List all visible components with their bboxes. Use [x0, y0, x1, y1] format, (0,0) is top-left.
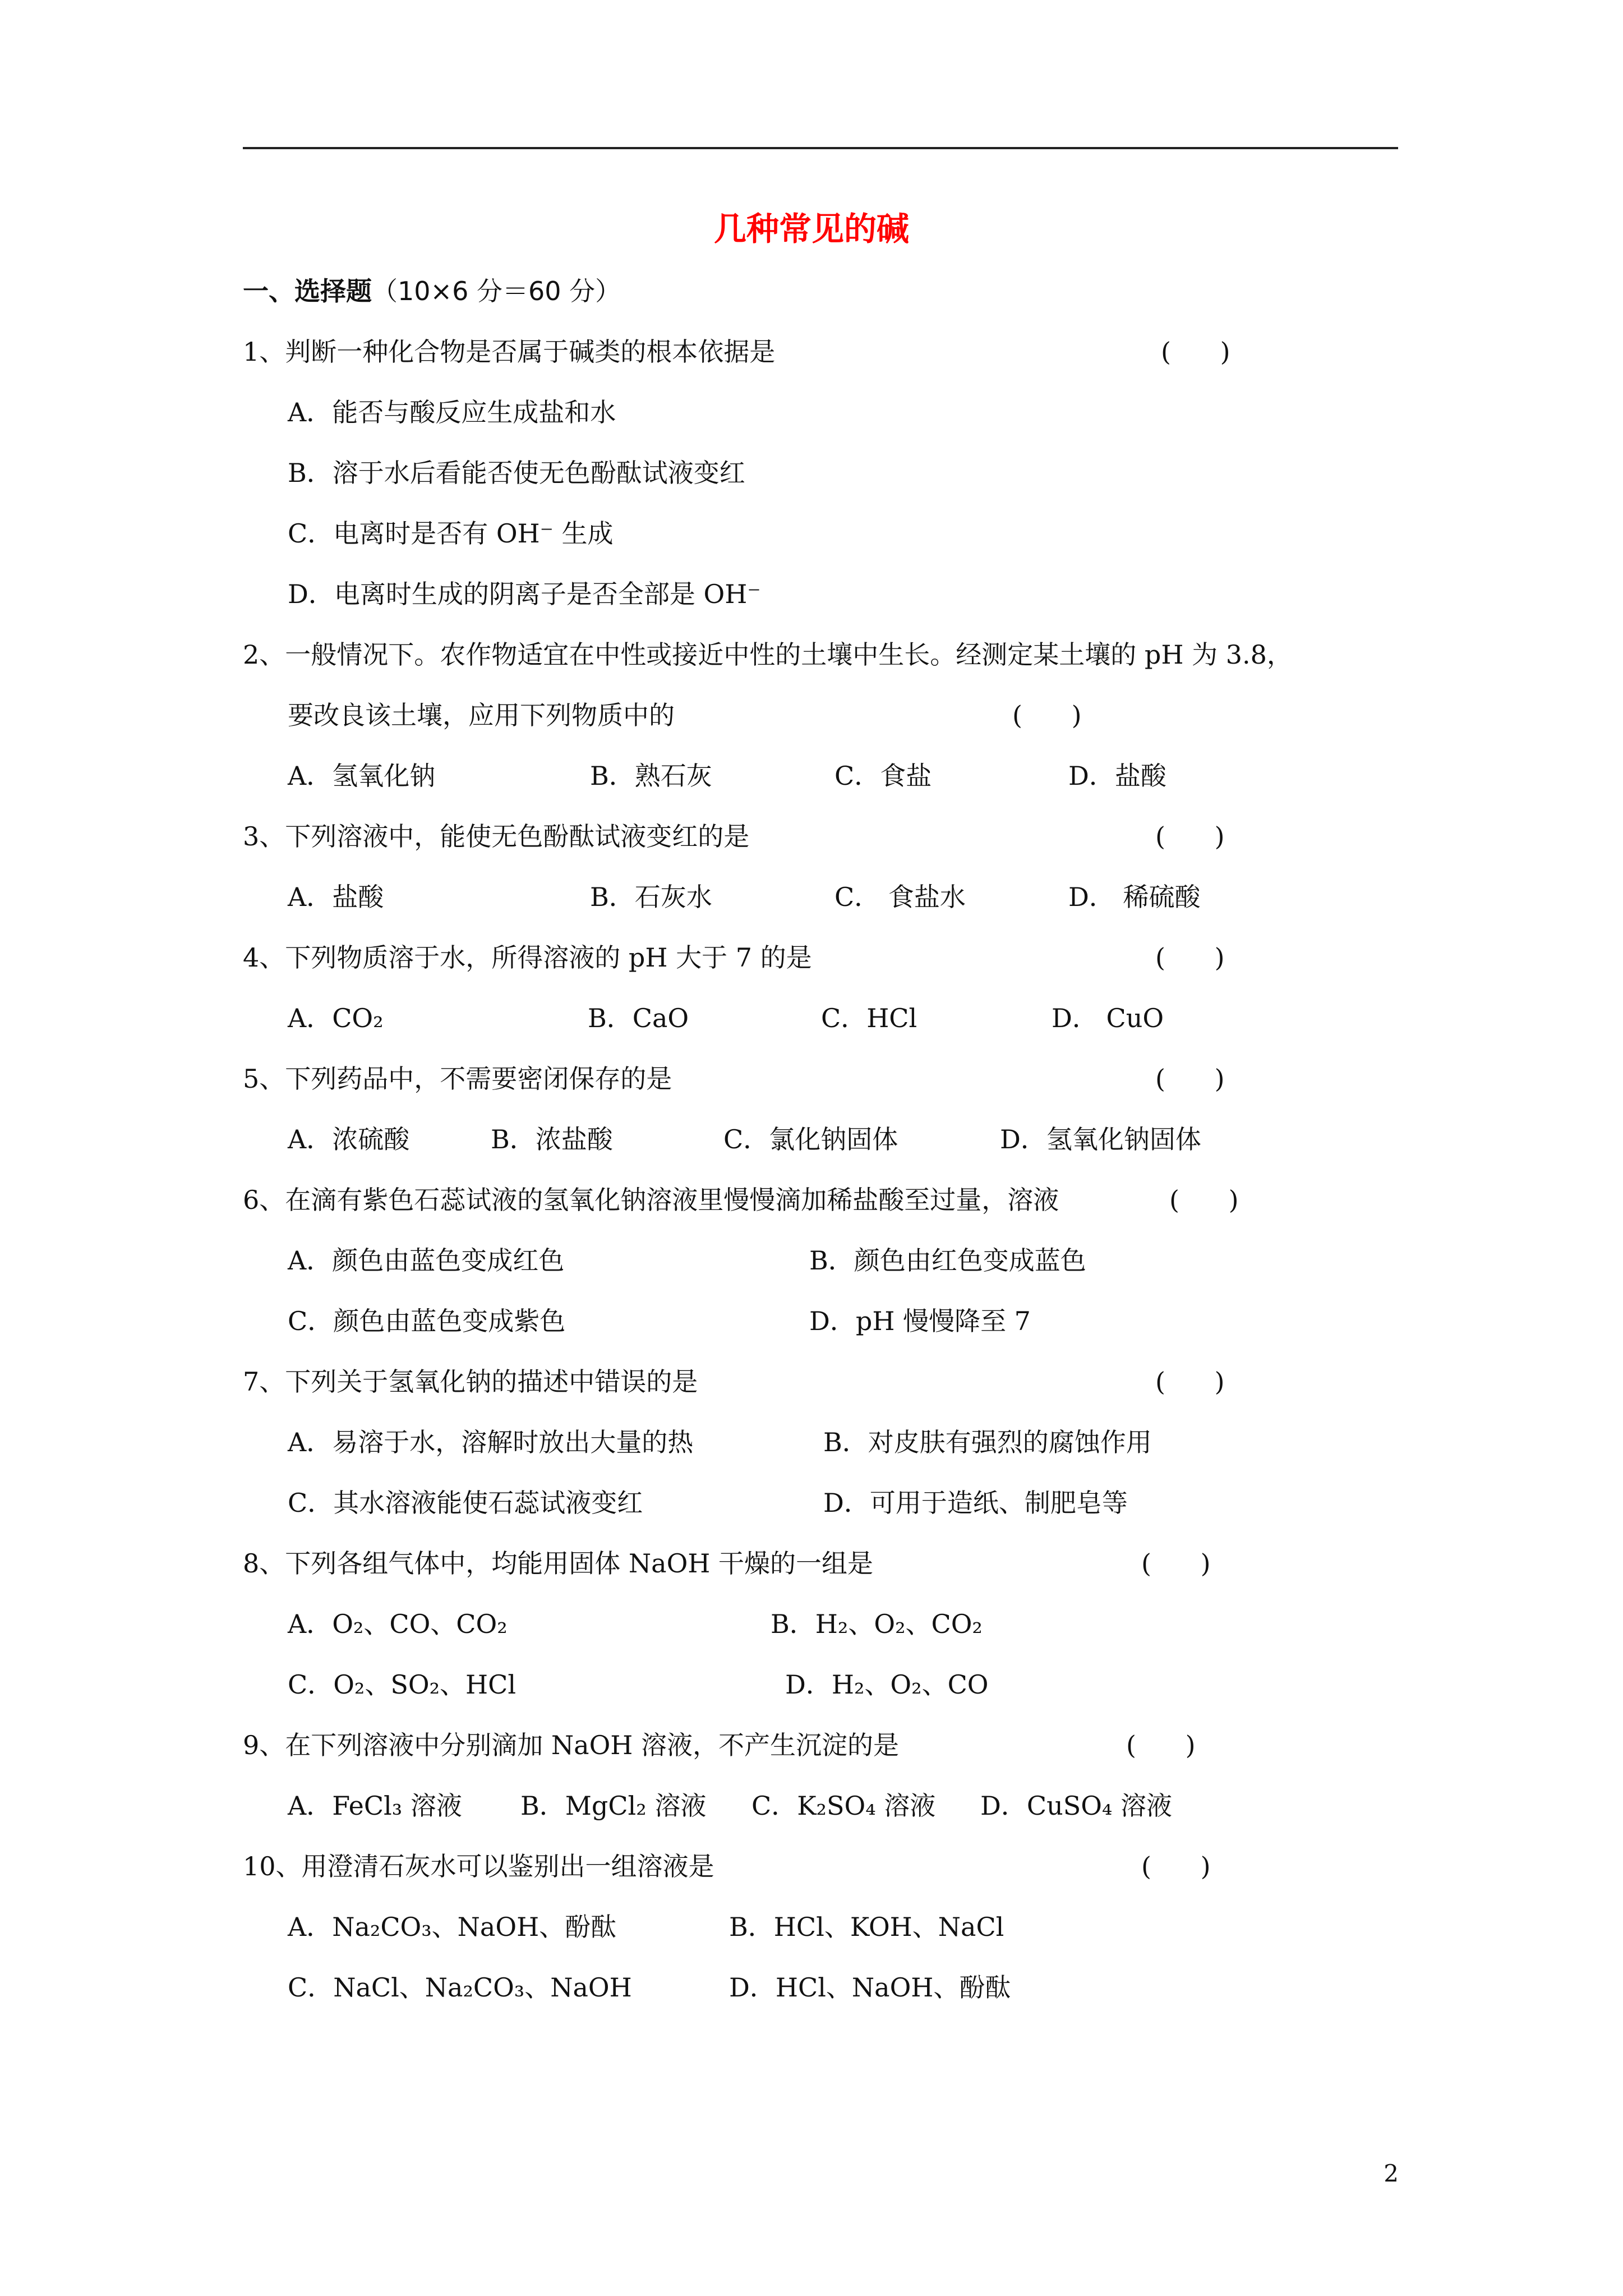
question-6-option-c: C．颜色由蓝色变成紫色 — [288, 1306, 566, 1336]
question-10-option-a: A．Na₂CO₃、NaOH、酚酞 — [288, 1912, 617, 1942]
question-1-option-b: B．溶于水后看能否使无色酚酞试液变红 — [288, 458, 745, 488]
question-3-answer-blank: ( ) — [1155, 821, 1225, 852]
question-9-option-b: B．MgCl₂ 溶液 — [520, 1791, 707, 1821]
question-4-option-c: C．HCl — [821, 1003, 917, 1033]
question-8-option-a: A．O₂、CO、CO₂ — [288, 1609, 508, 1639]
question-7-option-d: D．可用于造纸、制肥皂等 — [823, 1488, 1128, 1518]
question-6-answer-blank: ( ) — [1169, 1185, 1239, 1215]
question-2-stem: 2、一般情况下。农作物适宜在中性或接近中性的土壤中生长。经测定某土壤的 pH 为 3.8， — [243, 639, 1293, 670]
question-8-stem: 8、下列各组气体中，均能用固体 NaOH 干燥的一组是 — [243, 1548, 874, 1579]
question-9-stem: 9、在下列溶液中分别滴加 NaOH 溶液，不产生沉淀的是 — [243, 1730, 900, 1760]
question-3-option-a: A．盐酸 — [288, 882, 384, 912]
question-5-option-d: D．氢氧化钠固体 — [1000, 1124, 1201, 1154]
question-5-answer-blank: ( ) — [1155, 1064, 1225, 1094]
question-1-option-c: C．电离时是否有 OH⁻ 生成 — [288, 518, 614, 549]
question-1-option-a: A．能否与酸反应生成盐和水 — [288, 397, 616, 427]
question-3-option-d: D． 稀硫酸 — [1068, 882, 1201, 912]
question-5-option-b: B．浓盐酸 — [491, 1124, 613, 1154]
question-4-option-a: A．CO₂ — [288, 1003, 384, 1033]
question-3-option-c: C． 食盐水 — [834, 882, 966, 912]
question-8-option-d: D．H₂、O₂、CO — [785, 1669, 989, 1700]
question-3-stem: 3、下列溶液中，能使无色酚酞试液变红的是 — [243, 821, 750, 852]
question-7-answer-blank: ( ) — [1155, 1366, 1225, 1397]
question-7-stem: 7、下列关于氢氧化钠的描述中错误的是 — [243, 1366, 698, 1397]
question-9-option-d: D．CuSO₄ 溶液 — [980, 1791, 1172, 1821]
section-heading — [243, 273, 621, 309]
page-title: 几种常见的碱 — [713, 210, 909, 248]
question-1-option-d: D．电离时生成的阴离子是否全部是 OH⁻ — [288, 579, 761, 609]
header-rule — [243, 147, 1398, 149]
question-5-stem: 5、下列药品中，不需要密闭保存的是 — [243, 1064, 672, 1094]
question-1-answer-blank: ( ) — [1161, 337, 1230, 367]
section-note: （10×6 分＝60 分） — [372, 276, 621, 306]
question-5-option-c: C．氯化钠固体 — [723, 1124, 898, 1154]
question-9-option-a: A．FeCl₃ 溶液 — [288, 1791, 462, 1821]
question-9-option-c: C．K₂SO₄ 溶液 — [751, 1791, 936, 1821]
question-4-answer-blank: ( ) — [1155, 942, 1225, 973]
page-number: 2 — [1384, 2160, 1399, 2187]
question-7-option-b: B．对皮肤有强烈的腐蚀作用 — [823, 1427, 1152, 1457]
question-4-option-d: D． CuO — [1052, 1003, 1164, 1033]
question-4-option-b: B．CaO — [588, 1003, 689, 1033]
question-8-answer-blank: ( ) — [1141, 1548, 1211, 1579]
question-9-answer-blank: ( ) — [1126, 1730, 1196, 1760]
question-2-option-c: C．食盐 — [834, 761, 932, 791]
question-4-stem: 4、下列物质溶于水，所得溶液的 pH 大于 7 的是 — [243, 942, 812, 973]
question-8-option-b: B．H₂、O₂、CO₂ — [771, 1609, 983, 1639]
question-7-option-a: A．易溶于水，溶解时放出大量的热 — [288, 1427, 694, 1457]
question-10-answer-blank: ( ) — [1141, 1851, 1211, 1881]
question-2-option-d: D．盐酸 — [1068, 761, 1166, 791]
question-5-option-a: A．浓硫酸 — [288, 1124, 410, 1154]
question-10-stem: 10、用澄清石灰水可以鉴别出一组溶液是 — [243, 1851, 714, 1881]
question-6-option-a: A．颜色由蓝色变成红色 — [288, 1245, 565, 1276]
question-6-option-b: B．颜色由红色变成蓝色 — [809, 1245, 1086, 1276]
question-2-option-a: A．氢氧化钠 — [288, 761, 436, 791]
question-10-option-d: D．HCl、NaOH、酚酞 — [729, 1972, 1011, 2003]
question-10-option-c: C．NaCl、Na₂CO₃、NaOH — [288, 1972, 632, 2003]
question-7-option-c: C．其水溶液能使石蕊试液变红 — [288, 1488, 643, 1518]
question-3-option-b: B．石灰水 — [590, 882, 712, 912]
question-6-option-d: D．pH 慢慢降至 7 — [809, 1306, 1031, 1336]
question-8-option-c: C．O₂、SO₂、HCl — [288, 1669, 517, 1700]
question-6-stem: 6、在滴有紫色石蕊试液的氢氧化钠溶液里慢慢滴加稀盐酸至过量，溶液 — [243, 1185, 1059, 1215]
question-2-answer-blank: ( ) — [1012, 700, 1082, 730]
question-10-option-b: B．HCl、KOH、NaCl — [729, 1912, 1004, 1942]
section-label: 一、选择题 — [243, 276, 372, 306]
question-2-stem-continued: 要改良该土壤，应用下列物质中的 — [288, 700, 675, 730]
question-2-option-b: B．熟石灰 — [590, 761, 712, 791]
question-1-stem: 1、判断一种化合物是否属于碱类的根本依据是 — [243, 337, 776, 367]
